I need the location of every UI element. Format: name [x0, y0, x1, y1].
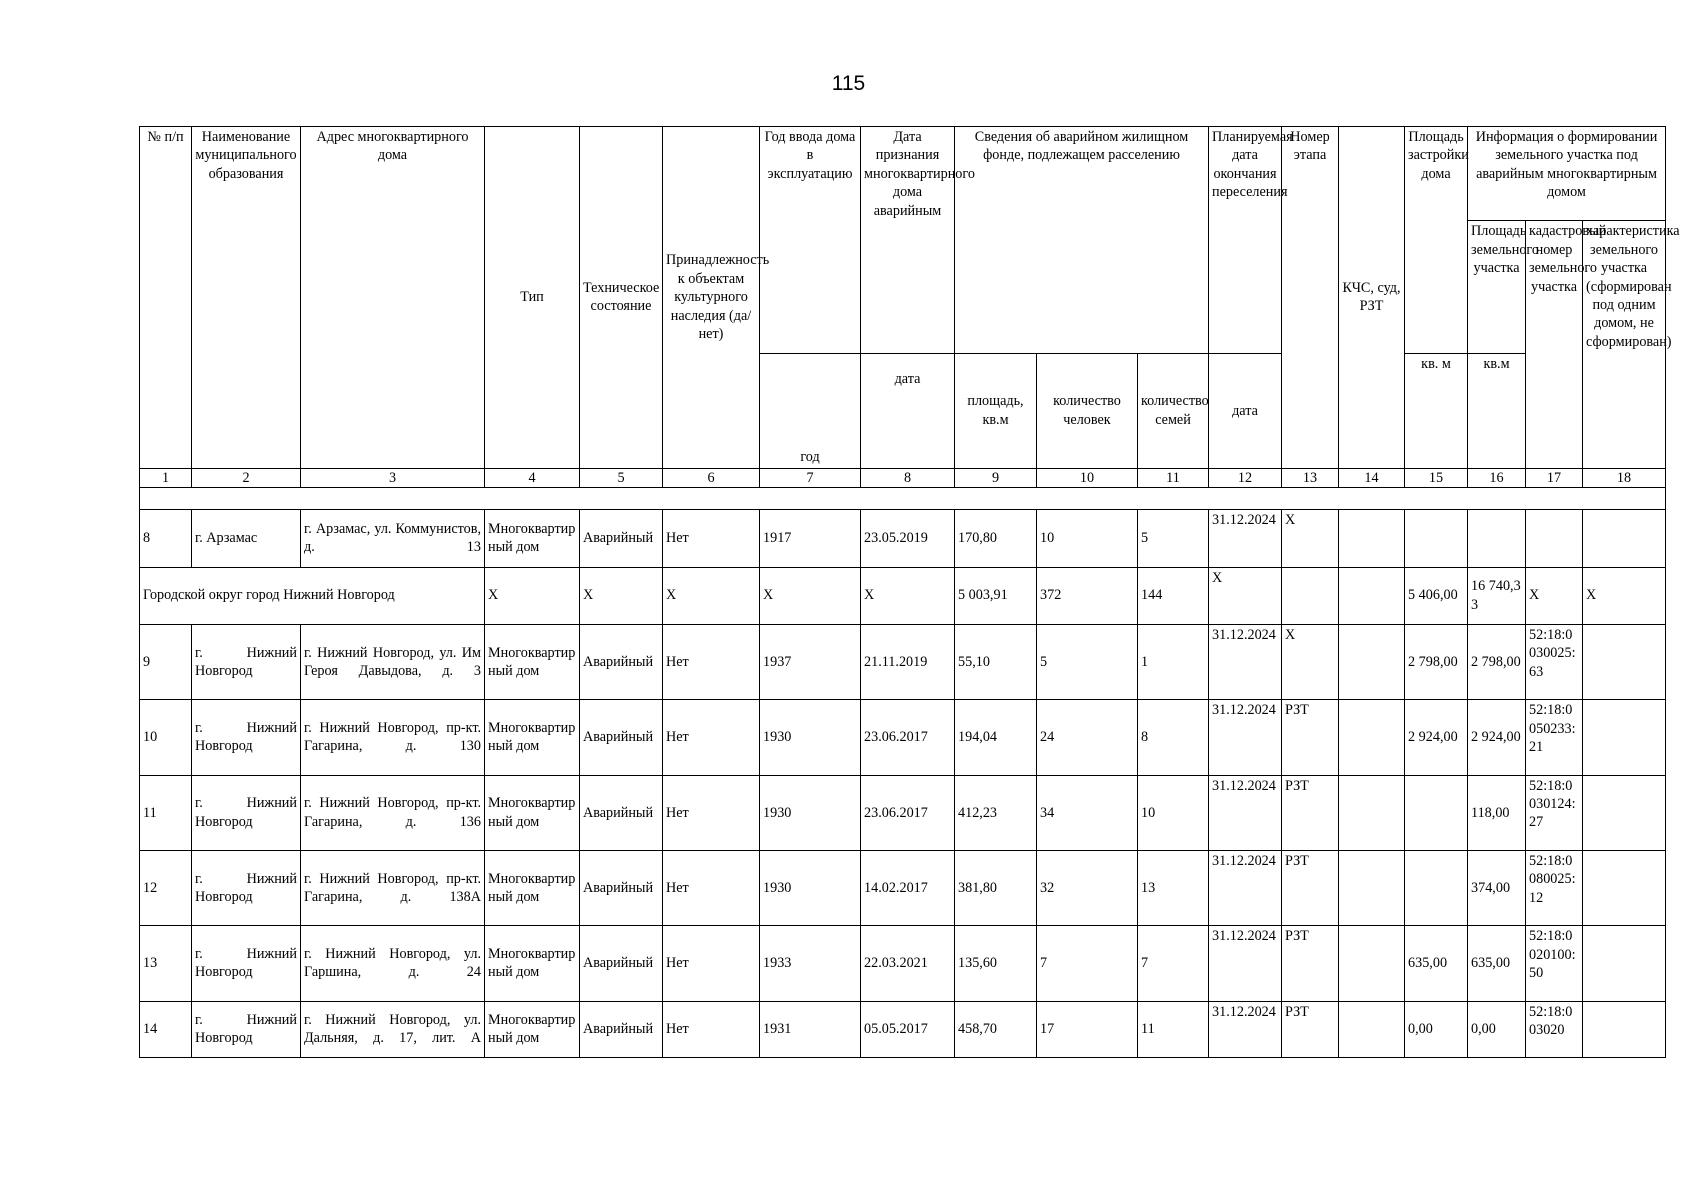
- cell-date: 23.06.2017: [861, 700, 955, 775]
- header-land-plot-area: Площадь земельного участка: [1468, 221, 1526, 354]
- cell-address: г. Нижний Новгород, ул. Дальняя, д. 17, лит. А: [301, 1001, 485, 1057]
- column-number: 18: [1583, 468, 1666, 488]
- column-number: 6: [663, 468, 760, 488]
- cell-municipality: г. Арзамас: [192, 510, 301, 567]
- cell-year: 1930: [760, 775, 861, 850]
- header-heritage: Принадлежность к объектам культурного наследия (да/нет): [663, 127, 760, 469]
- table-row: [140, 850, 1666, 925]
- summary-people: 372: [1037, 567, 1138, 624]
- table-row: [140, 624, 1666, 699]
- column-number: 12: [1209, 468, 1282, 488]
- cell-address: г. Нижний Новгород, ул. Им Героя Давыдова, д. 3: [301, 624, 485, 699]
- cell-year: 1933: [760, 926, 861, 1001]
- cell-area: 170,80: [955, 510, 1037, 567]
- column-number: 14: [1339, 468, 1405, 488]
- column-number: 3: [301, 468, 485, 488]
- cell-stage: Х: [1282, 624, 1339, 699]
- cell-address: г. Арзамас, ул. Коммунистов, д. 13: [301, 510, 485, 567]
- cell-characteristic: [1583, 850, 1666, 925]
- cell-date: 23.05.2019: [861, 510, 955, 567]
- cell-land-area: 635,00: [1468, 926, 1526, 1001]
- cell-characteristic: [1583, 510, 1666, 567]
- cell-heritage: Нет: [663, 775, 760, 850]
- cell-type: Многоквартирный дом: [485, 624, 580, 699]
- cell-building-area: [1405, 850, 1468, 925]
- cell-kcs: [1339, 850, 1405, 925]
- cell-state: Аварийный: [580, 624, 663, 699]
- summary-row: [140, 567, 1666, 624]
- summary-label: Городской округ город Нижний Новгород: [140, 567, 485, 624]
- cell-date: 22.03.2021: [861, 926, 955, 1001]
- spacer-row: [140, 488, 1666, 510]
- cell-row-number: 10: [140, 700, 192, 775]
- header-land-plot-info: Информация о формировании земельного участка под аварийным многоквартирным домом: [1468, 127, 1666, 221]
- cell-heritage: Нет: [663, 1001, 760, 1057]
- cell-state: Аварийный: [580, 850, 663, 925]
- header-people: количество человек: [1037, 354, 1138, 469]
- cell-municipality: г. Нижний Новгород: [192, 700, 301, 775]
- header-type: Тип: [485, 127, 580, 469]
- cell-land-area: 118,00: [1468, 775, 1526, 850]
- cell-building-area: 635,00: [1405, 926, 1468, 1001]
- cell-people: 34: [1037, 775, 1138, 850]
- cell-area: 412,23: [955, 775, 1037, 850]
- cell-planned-date: 31.12.2024: [1209, 1001, 1282, 1057]
- header-technical-state: Техническое состояние: [580, 127, 663, 469]
- column-number: 2: [192, 468, 301, 488]
- cell-state: Аварийный: [580, 1001, 663, 1057]
- header-year-unit: год: [760, 354, 861, 469]
- cell-heritage: Нет: [663, 510, 760, 567]
- table-row: [140, 775, 1666, 850]
- cell-stage: РЗТ: [1282, 700, 1339, 775]
- header-land-plot-characteristic: характеристика земельного участка (сформирован под одним домом, не сформирован): [1583, 221, 1666, 468]
- cell-families: 11: [1138, 1001, 1209, 1057]
- cell-cadastral: 52:18:003020: [1526, 1001, 1583, 1057]
- cell-kcs: [1339, 624, 1405, 699]
- cell-address: г. Нижний Новгород, пр-кт. Гагарина, д. 138А: [301, 850, 485, 925]
- summary-kcs: [1339, 567, 1405, 624]
- column-number: 4: [485, 468, 580, 488]
- header-building-area: Площадь застройки дома: [1405, 127, 1468, 354]
- cell-cadastral: 52:18:0050233:21: [1526, 700, 1583, 775]
- header-land-plot-area-unit: кв.м: [1468, 354, 1526, 469]
- summary-families: 144: [1138, 567, 1209, 624]
- cell-type: Многоквартирный дом: [485, 510, 580, 567]
- cell-stage: РЗТ: [1282, 1001, 1339, 1057]
- cell-characteristic: [1583, 1001, 1666, 1057]
- cell-type: Многоквартирный дом: [485, 850, 580, 925]
- cell-planned-date: 31.12.2024: [1209, 510, 1282, 567]
- cell-stage: РЗТ: [1282, 775, 1339, 850]
- summary-type: Х: [485, 567, 580, 624]
- summary-land-area: 16 740,33: [1468, 567, 1526, 624]
- cell-stage: Х: [1282, 510, 1339, 567]
- cell-cadastral: 52:18:0080025:12: [1526, 850, 1583, 925]
- cell-kcs: [1339, 1001, 1405, 1057]
- cell-land-area: 2 798,00: [1468, 624, 1526, 699]
- cell-address: г. Нижний Новгород, пр-кт. Гагарина, д. 130: [301, 700, 485, 775]
- summary-stage: [1282, 567, 1339, 624]
- cell-stage: РЗТ: [1282, 926, 1339, 1001]
- cell-row-number: 12: [140, 850, 192, 925]
- cell-building-area: [1405, 775, 1468, 850]
- cell-heritage: Нет: [663, 850, 760, 925]
- cell-type: Многоквартирный дом: [485, 1001, 580, 1057]
- cell-date: 14.02.2017: [861, 850, 955, 925]
- cell-people: 10: [1037, 510, 1138, 567]
- table-row: [140, 1001, 1666, 1057]
- cell-people: 7: [1037, 926, 1138, 1001]
- cell-building-area: [1405, 510, 1468, 567]
- header-municipality: Наименование муниципального образования: [192, 127, 301, 469]
- cell-cadastral: [1526, 510, 1583, 567]
- cell-stage: РЗТ: [1282, 850, 1339, 925]
- cell-characteristic: [1583, 926, 1666, 1001]
- table-row: [140, 510, 1666, 567]
- cell-people: 5: [1037, 624, 1138, 699]
- cell-kcs: [1339, 926, 1405, 1001]
- header-area: площадь, кв.м: [955, 354, 1037, 469]
- cell-address: г. Нижний Новгород, ул. Гаршина, д. 24: [301, 926, 485, 1001]
- cell-people: 24: [1037, 700, 1138, 775]
- cell-kcs: [1339, 775, 1405, 850]
- cell-people: 17: [1037, 1001, 1138, 1057]
- cell-state: Аварийный: [580, 926, 663, 1001]
- emergency-housing-table: [139, 126, 1680, 1058]
- cell-families: 10: [1138, 775, 1209, 850]
- header-date-unit: дата: [861, 354, 955, 469]
- summary-date: Х: [861, 567, 955, 624]
- cell-families: 13: [1138, 850, 1209, 925]
- cell-planned-date: 31.12.2024: [1209, 850, 1282, 925]
- header-commission-year: Год ввода дома в эксплуатацию: [760, 127, 861, 354]
- cell-land-area: 2 924,00: [1468, 700, 1526, 775]
- column-number: 13: [1282, 468, 1339, 488]
- cell-families: 5: [1138, 510, 1209, 567]
- header-families: количество семей: [1138, 354, 1209, 469]
- cell-families: 1: [1138, 624, 1209, 699]
- cell-state: Аварийный: [580, 700, 663, 775]
- cell-year: 1917: [760, 510, 861, 567]
- column-number: 17: [1526, 468, 1583, 488]
- cell-type: Многоквартирный дом: [485, 926, 580, 1001]
- cell-kcs: [1339, 510, 1405, 567]
- cell-date: 05.05.2017: [861, 1001, 955, 1057]
- header-cadastral-number: кадастровый номер земельного участка: [1526, 221, 1583, 468]
- cell-municipality: г. Нижний Новгород: [192, 850, 301, 925]
- header-planned-date-unit: дата: [1209, 354, 1282, 469]
- cell-area: 135,60: [955, 926, 1037, 1001]
- cell-planned-date: 31.12.2024: [1209, 775, 1282, 850]
- header-recognition-date: Дата признания многоквартирного дома аварийным: [861, 127, 955, 354]
- cell-land-area: [1468, 510, 1526, 567]
- cell-row-number: 8: [140, 510, 192, 567]
- cell-row-number: 11: [140, 775, 192, 850]
- cell-row-number: 13: [140, 926, 192, 1001]
- cell-families: 8: [1138, 700, 1209, 775]
- cell-area: 194,04: [955, 700, 1037, 775]
- cell-area: 381,80: [955, 850, 1037, 925]
- cell-municipality: г. Нижний Новгород: [192, 624, 301, 699]
- cell-characteristic: [1583, 775, 1666, 850]
- cell-cadastral: 52:18:0030124:27: [1526, 775, 1583, 850]
- cell-row-number: 14: [140, 1001, 192, 1057]
- column-number: 1: [140, 468, 192, 488]
- page-number: 115: [831, 72, 866, 95]
- header-stage-number: Номер этапа: [1282, 127, 1339, 469]
- table-row: [140, 926, 1666, 1001]
- cell-year: 1931: [760, 1001, 861, 1057]
- column-number: 11: [1138, 468, 1209, 488]
- summary-heritage: Х: [663, 567, 760, 624]
- cell-type: Многоквартирный дом: [485, 775, 580, 850]
- summary-state: Х: [580, 567, 663, 624]
- cell-families: 7: [1138, 926, 1209, 1001]
- summary-cadastral: Х: [1526, 567, 1583, 624]
- summary-characteristic: Х: [1583, 567, 1666, 624]
- summary-planned-date: Х: [1209, 567, 1282, 624]
- header-planned-date: Планируемая дата окончания переселения: [1209, 127, 1282, 354]
- cell-people: 32: [1037, 850, 1138, 925]
- cell-heritage: Нет: [663, 926, 760, 1001]
- cell-row-number: 9: [140, 624, 192, 699]
- cell-date: 21.11.2019: [861, 624, 955, 699]
- cell-building-area: 0,00: [1405, 1001, 1468, 1057]
- cell-land-area: 374,00: [1468, 850, 1526, 925]
- cell-address: г. Нижний Новгород, пр-кт. Гагарина, д. 136: [301, 775, 485, 850]
- cell-cadastral: 52:18:0030025:63: [1526, 624, 1583, 699]
- cell-cadastral: 52:18:0020100:50: [1526, 926, 1583, 1001]
- cell-date: 23.06.2017: [861, 775, 955, 850]
- cell-heritage: Нет: [663, 700, 760, 775]
- column-number: 8: [861, 468, 955, 488]
- summary-building-area: 5 406,00: [1405, 567, 1468, 624]
- cell-year: 1937: [760, 624, 861, 699]
- column-number: 5: [580, 468, 663, 488]
- cell-land-area: 0,00: [1468, 1001, 1526, 1057]
- cell-year: 1930: [760, 700, 861, 775]
- cell-building-area: 2 924,00: [1405, 700, 1468, 775]
- cell-heritage: Нет: [663, 624, 760, 699]
- cell-state: Аварийный: [580, 775, 663, 850]
- column-number: 15: [1405, 468, 1468, 488]
- cell-year: 1930: [760, 850, 861, 925]
- header-address: Адрес многоквартирного дома: [301, 127, 485, 469]
- cell-planned-date: 31.12.2024: [1209, 926, 1282, 1001]
- header-kcs: КЧС, суд, РЗТ: [1339, 127, 1405, 469]
- summary-area: 5 003,91: [955, 567, 1037, 624]
- cell-state: Аварийный: [580, 510, 663, 567]
- cell-municipality: г. Нижний Новгород: [192, 1001, 301, 1057]
- cell-area: 458,70: [955, 1001, 1037, 1057]
- header-building-area-unit: кв. м: [1405, 354, 1468, 469]
- cell-characteristic: [1583, 700, 1666, 775]
- cell-area: 55,10: [955, 624, 1037, 699]
- column-number: 16: [1468, 468, 1526, 488]
- cell-municipality: г. Нижний Новгород: [192, 926, 301, 1001]
- table-row: [140, 700, 1666, 775]
- cell-planned-date: 31.12.2024: [1209, 700, 1282, 775]
- column-number: 10: [1037, 468, 1138, 488]
- column-number: 9: [955, 468, 1037, 488]
- cell-type: Многоквартирный дом: [485, 700, 580, 775]
- cell-planned-date: 31.12.2024: [1209, 624, 1282, 699]
- cell-municipality: г. Нижний Новгород: [192, 775, 301, 850]
- cell-kcs: [1339, 700, 1405, 775]
- cell-building-area: 2 798,00: [1405, 624, 1468, 699]
- cell-characteristic: [1583, 624, 1666, 699]
- column-number: 7: [760, 468, 861, 488]
- summary-year: Х: [760, 567, 861, 624]
- header-row-number: № п/п: [140, 127, 192, 469]
- header-emergency-fund: Сведения об аварийном жилищном фонде, подлежащем расселению: [955, 127, 1209, 354]
